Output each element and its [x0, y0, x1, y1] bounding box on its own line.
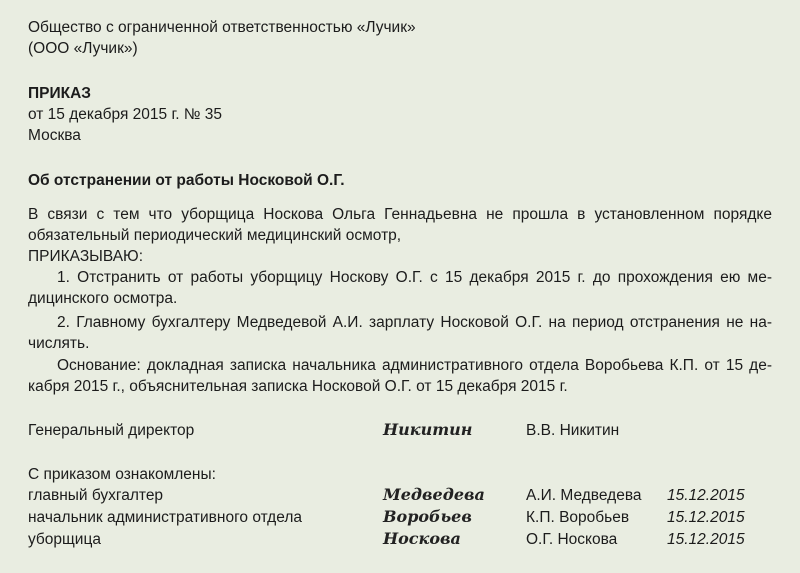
- director-position: Генеральный директор: [28, 422, 195, 439]
- director-name: В.В. Никитин: [526, 422, 620, 439]
- acquainted-position: уборщица: [28, 531, 101, 548]
- intro-text-line-1: В связи с тем что уборщица Носкова Ольга Геннадьевна не прошла в установленном порядке: [28, 206, 772, 223]
- acquainted-signature: Воробьев: [383, 507, 472, 526]
- basis-line-2: кабря 2015 г., объяснительная записка Носковой О.Г. от 15 декабря 2015 г.: [28, 378, 568, 395]
- order-date-number: от 15 декабря 2015 г. № 35: [28, 106, 222, 123]
- director-signature: Никитин: [383, 420, 473, 439]
- acquainted-name: О.Г. Носкова: [526, 531, 618, 548]
- order-subject: Об отстранении от работы Носковой О.Г.: [28, 172, 345, 189]
- item-2-line-2: числять.: [28, 335, 90, 352]
- acquainted-signature: Медведева: [383, 485, 485, 504]
- acquainted-name: А.И. Медведева: [526, 487, 642, 504]
- order-city: Москва: [28, 127, 81, 144]
- acquainted-heading: С приказом ознакомлены:: [28, 466, 216, 483]
- intro-text-line-2: обязательный периодический медицинский осмотр,: [28, 227, 402, 244]
- acquainted-position: начальник административного отдела: [28, 509, 302, 526]
- basis-line-1: Основание: докладная записка начальника административного отдела Воробьева К.П. от 15 де-: [57, 357, 772, 374]
- acquainted-date: 15.12.2015: [667, 531, 745, 548]
- acquainted-name: К.П. Воробьев: [526, 509, 630, 526]
- item-1-line-1: 1. Отстранить от работы уборщицу Носкову О.Г. с 15 декабря 2015 г. до прохождения ею ме-: [57, 269, 772, 286]
- order-word: ПРИКАЗЫВАЮ:: [28, 248, 144, 265]
- organization-short-name: (ООО «Лучик»): [28, 40, 138, 57]
- acquainted-date: 15.12.2015: [667, 509, 745, 526]
- item-2-line-1: 2. Главному бухгалтеру Медведевой А.И. зарплату Носковой О.Г. на период отстранения не на-: [57, 314, 772, 331]
- acquainted-date: 15.12.2015: [667, 487, 745, 504]
- item-1-line-2: дицинского осмотра.: [28, 290, 178, 307]
- organization-full-name: Общество с ограниченной ответственностью «Лучик»: [28, 19, 416, 36]
- order-title: ПРИКАЗ: [28, 85, 91, 102]
- acquainted-signature: Носкова: [383, 529, 461, 548]
- acquainted-position: главный бухгалтер: [28, 487, 164, 504]
